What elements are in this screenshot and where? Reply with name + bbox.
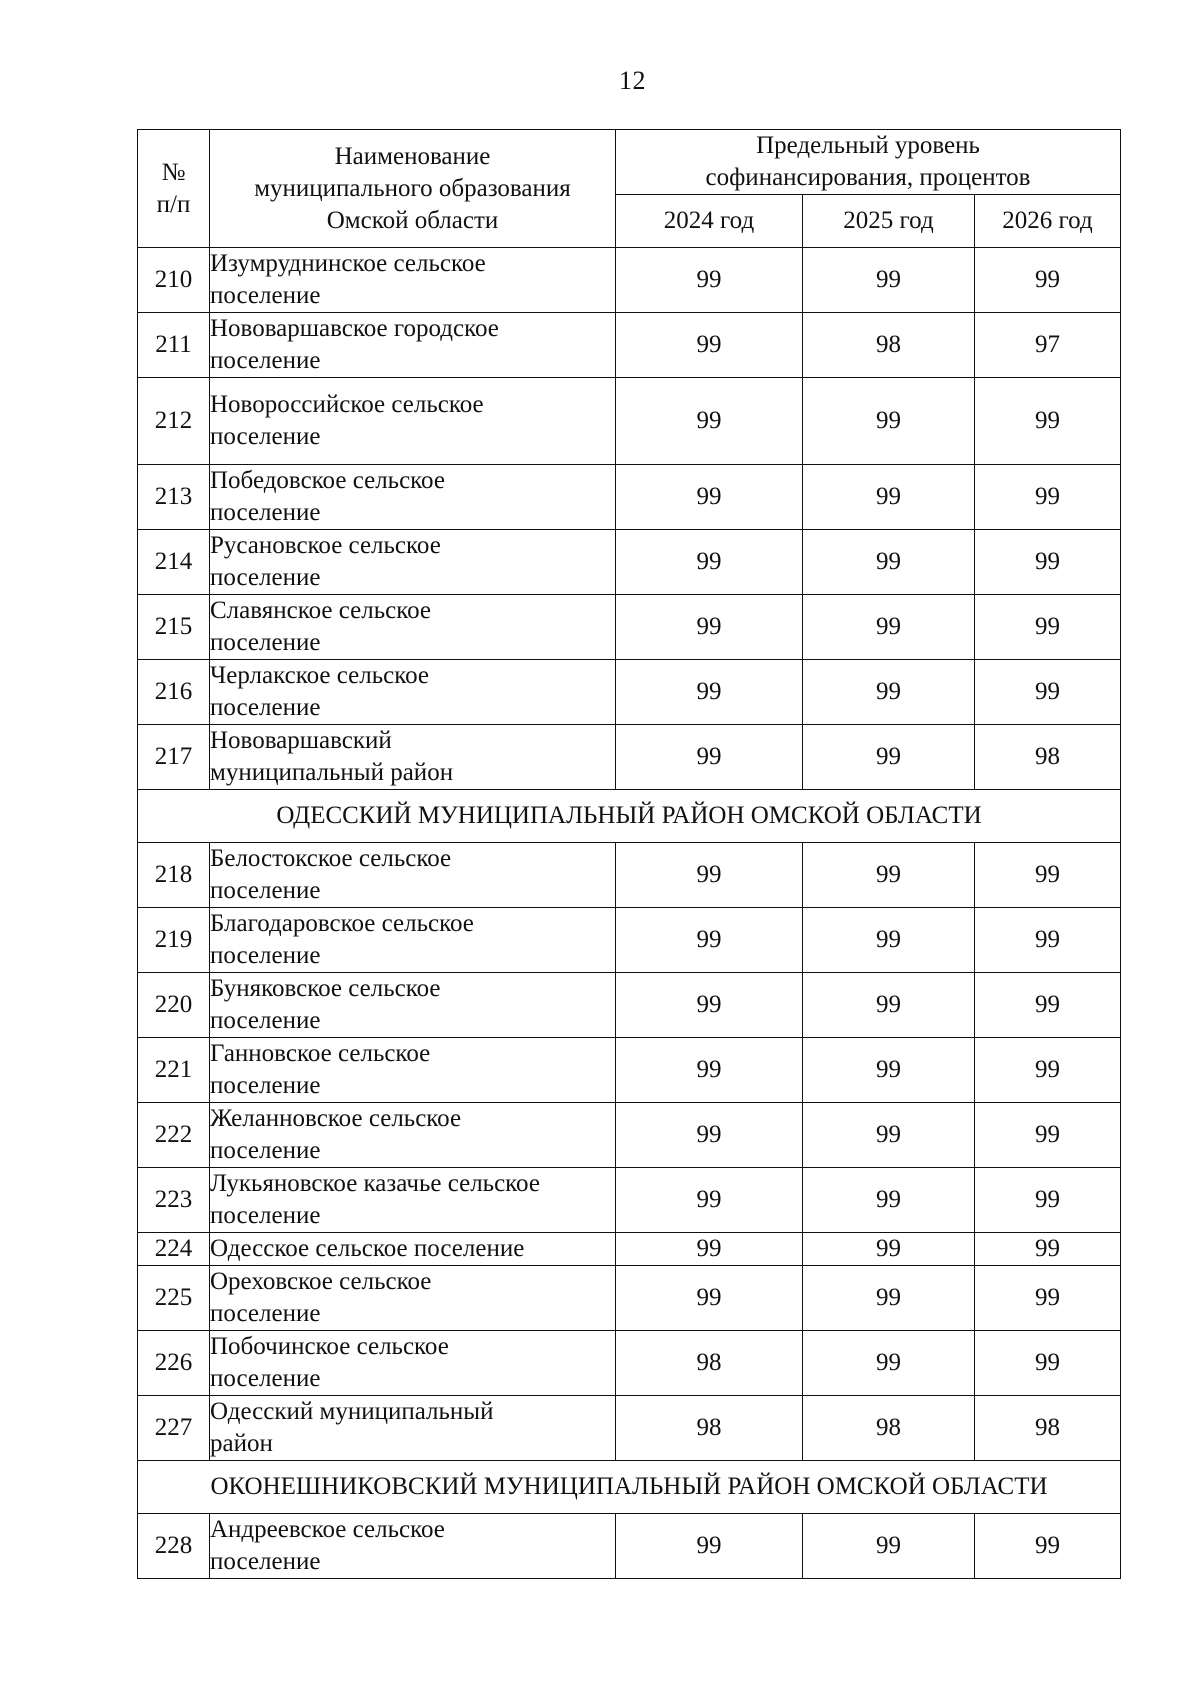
section-row	[138, 1461, 1121, 1514]
municipality-name	[210, 1233, 616, 1266]
header-number-line: №	[161, 158, 186, 186]
municipality-name-line: поселение	[210, 499, 321, 526]
table-row	[138, 1168, 1121, 1233]
value-2025: 99	[803, 1331, 975, 1396]
municipality-name-line: поселение	[210, 1202, 321, 1229]
value-2025: 99	[803, 843, 975, 908]
table-row	[138, 1266, 1121, 1331]
value-2025: 99	[803, 1514, 975, 1579]
value-2025: 99	[803, 1266, 975, 1331]
municipality-name-line: Нововаршавский	[210, 727, 392, 754]
table-header	[138, 130, 1121, 248]
municipality-name-line: поселение	[210, 1548, 321, 1575]
value-2024: 99	[616, 248, 803, 313]
header-name	[210, 130, 616, 248]
municipality-name-line: поселение	[210, 942, 321, 969]
value-2026: 99	[975, 1103, 1121, 1168]
row-number: 213	[138, 465, 210, 530]
municipality-name	[210, 530, 616, 595]
header-name-line: Омской области	[326, 206, 499, 234]
header-year-2024: 2024 год	[616, 195, 803, 248]
municipality-name	[210, 595, 616, 660]
municipality-name-line: Черлакское сельское	[210, 662, 429, 689]
municipality-name	[210, 908, 616, 973]
value-2026: 99	[975, 1331, 1121, 1396]
municipality-name	[210, 1331, 616, 1396]
municipality-name-line: Ореховское сельское	[210, 1268, 432, 1295]
row-number: 215	[138, 595, 210, 660]
municipality-name-line: Новороссийское сельское	[210, 391, 484, 418]
value-2024: 99	[616, 1233, 803, 1266]
value-2025: 99	[803, 1103, 975, 1168]
value-2026: 99	[975, 1233, 1121, 1266]
municipality-name-line: Желанновское сельское	[210, 1105, 462, 1132]
municipality-name-line: Нововаршавское городское	[210, 315, 499, 342]
header-year-2026: 2026 год	[975, 195, 1121, 248]
value-2026: 99	[975, 248, 1121, 313]
municipality-name-line: муниципальный район	[210, 759, 454, 786]
value-2025: 99	[803, 465, 975, 530]
municipality-name-line: поселение	[210, 629, 321, 656]
table-row	[138, 908, 1121, 973]
municipality-name-line: поселение	[210, 694, 321, 721]
page-number: 12	[619, 66, 646, 95]
value-2026: 98	[975, 1396, 1121, 1461]
header-cofinancing-line: Предельный уровень	[756, 132, 980, 159]
municipality-name	[210, 660, 616, 725]
value-2025: 98	[803, 1396, 975, 1461]
value-2024: 99	[616, 1168, 803, 1233]
municipality-name-line: поселение	[210, 1007, 321, 1034]
table-row	[138, 595, 1121, 660]
row-number: 227	[138, 1396, 210, 1461]
value-2026: 99	[975, 530, 1121, 595]
municipality-name-line: поселение	[210, 282, 321, 309]
value-2024: 99	[616, 1514, 803, 1579]
value-2026: 99	[975, 843, 1121, 908]
value-2024: 99	[616, 595, 803, 660]
section-title: ОКОНЕШНИКОВСКИЙ МУНИЦИПАЛЬНЫЙ РАЙОН ОМСКОЙ ОБЛАСТИ	[138, 1461, 1121, 1514]
municipality-name	[210, 378, 616, 465]
municipality-name-line: Белостокское сельское	[210, 845, 452, 872]
table-row	[138, 1331, 1121, 1396]
value-2025: 99	[803, 973, 975, 1038]
municipality-name-line: Русановское сельское	[210, 532, 441, 559]
value-2024: 99	[616, 843, 803, 908]
value-2026: 99	[975, 465, 1121, 530]
header-name-line: муниципального образования	[254, 174, 571, 202]
row-number: 222	[138, 1103, 210, 1168]
table-row	[138, 248, 1121, 313]
header-cofinancing-line: софинансирования, процентов	[705, 164, 1031, 191]
section-title: ОДЕССКИЙ МУНИЦИПАЛЬНЫЙ РАЙОН ОМСКОЙ ОБЛАСТИ	[138, 790, 1121, 843]
value-2025: 99	[803, 1038, 975, 1103]
municipality-name-line: поселение	[210, 564, 321, 591]
row-number: 224	[138, 1233, 210, 1266]
municipality-name	[210, 843, 616, 908]
municipality-name-line: поселение	[210, 1365, 321, 1392]
value-2025: 99	[803, 595, 975, 660]
municipality-name-line: Буняковское сельское	[210, 975, 441, 1002]
value-2026: 99	[975, 1168, 1121, 1233]
municipality-name	[210, 1168, 616, 1233]
header-name-line: Наименование	[334, 142, 491, 170]
municipality-name-line: поселение	[210, 347, 321, 374]
municipality-name	[210, 1103, 616, 1168]
row-number: 223	[138, 1168, 210, 1233]
municipality-name	[210, 1396, 616, 1461]
municipality-name-line: Побочинское сельское	[210, 1333, 449, 1360]
header-number	[138, 130, 210, 248]
table-row	[138, 660, 1121, 725]
municipality-name	[210, 465, 616, 530]
municipality-name-line: Благодаровское сельское	[210, 910, 474, 937]
value-2024: 99	[616, 660, 803, 725]
municipality-name-line: поселение	[210, 1072, 321, 1099]
municipality-name	[210, 725, 616, 790]
value-2026: 99	[975, 378, 1121, 465]
municipality-name	[210, 1266, 616, 1331]
value-2026: 99	[975, 1266, 1121, 1331]
row-number: 220	[138, 973, 210, 1038]
value-2024: 99	[616, 908, 803, 973]
row-number: 221	[138, 1038, 210, 1103]
municipality-name	[210, 973, 616, 1038]
municipality-name-line: Изумруднинское сельское	[210, 250, 486, 277]
row-number: 214	[138, 530, 210, 595]
municipality-name-line: Андреевское сельское	[210, 1516, 445, 1543]
value-2024: 98	[616, 1396, 803, 1461]
municipality-name-line: поселение	[210, 1137, 321, 1164]
value-2025: 99	[803, 530, 975, 595]
table-row	[138, 1396, 1121, 1461]
row-number: 211	[138, 313, 210, 378]
header-cofinancing	[616, 130, 1121, 195]
municipality-name	[210, 1514, 616, 1579]
row-number: 216	[138, 660, 210, 725]
value-2024: 99	[616, 313, 803, 378]
value-2025: 99	[803, 248, 975, 313]
row-number: 219	[138, 908, 210, 973]
value-2024: 99	[616, 1103, 803, 1168]
value-2026: 99	[975, 595, 1121, 660]
value-2024: 99	[616, 725, 803, 790]
table-row	[138, 843, 1121, 908]
value-2024: 99	[616, 973, 803, 1038]
value-2025: 99	[803, 1233, 975, 1266]
table-row	[138, 1233, 1121, 1266]
value-2025: 99	[803, 660, 975, 725]
value-2025: 98	[803, 313, 975, 378]
municipality-name	[210, 313, 616, 378]
value-2024: 99	[616, 530, 803, 595]
municipality-name	[210, 1038, 616, 1103]
table-row	[138, 313, 1121, 378]
value-2026: 99	[975, 1514, 1121, 1579]
municipality-name-line: Победовское сельское	[210, 467, 445, 494]
municipality-name-line: Одесский муниципальный	[210, 1398, 494, 1425]
value-2024: 99	[616, 465, 803, 530]
cofinancing-table	[137, 129, 1121, 1579]
row-number: 226	[138, 1331, 210, 1396]
table-row	[138, 973, 1121, 1038]
table-row	[138, 725, 1121, 790]
value-2024: 99	[616, 1038, 803, 1103]
municipality-name-line: поселение	[210, 877, 321, 904]
municipality-name-line: поселение	[210, 1300, 321, 1327]
municipality-name-line: Лукьяновское казачье сельское	[210, 1170, 540, 1197]
value-2025: 99	[803, 908, 975, 973]
value-2026: 99	[975, 1038, 1121, 1103]
municipality-name	[210, 248, 616, 313]
municipality-name-line: Славянское сельское	[210, 597, 431, 624]
value-2025: 99	[803, 1168, 975, 1233]
row-number: 210	[138, 248, 210, 313]
table-row	[138, 1103, 1121, 1168]
header-year-2025: 2025 год	[803, 195, 975, 248]
table-row	[138, 465, 1121, 530]
value-2024: 98	[616, 1331, 803, 1396]
section-row	[138, 790, 1121, 843]
municipality-name-line: поселение	[210, 423, 321, 450]
value-2024: 99	[616, 1266, 803, 1331]
municipality-name-line: Ганновское сельское	[210, 1040, 431, 1067]
header-number-line: п/п	[156, 190, 191, 218]
table-row	[138, 1038, 1121, 1103]
table-row	[138, 530, 1121, 595]
row-number: 228	[138, 1514, 210, 1579]
row-number: 212	[138, 378, 210, 465]
value-2025: 99	[803, 378, 975, 465]
row-number: 217	[138, 725, 210, 790]
value-2026: 98	[975, 725, 1121, 790]
table-row	[138, 378, 1121, 465]
row-number: 218	[138, 843, 210, 908]
table-body	[138, 248, 1121, 1579]
value-2026: 99	[975, 908, 1121, 973]
municipality-name-line: Одесское сельское поселение	[210, 1235, 525, 1262]
value-2026: 97	[975, 313, 1121, 378]
value-2025: 99	[803, 725, 975, 790]
row-number: 225	[138, 1266, 210, 1331]
value-2024: 99	[616, 378, 803, 465]
table-row	[138, 1514, 1121, 1579]
municipality-name-line: район	[210, 1430, 273, 1457]
value-2026: 99	[975, 660, 1121, 725]
value-2026: 99	[975, 973, 1121, 1038]
